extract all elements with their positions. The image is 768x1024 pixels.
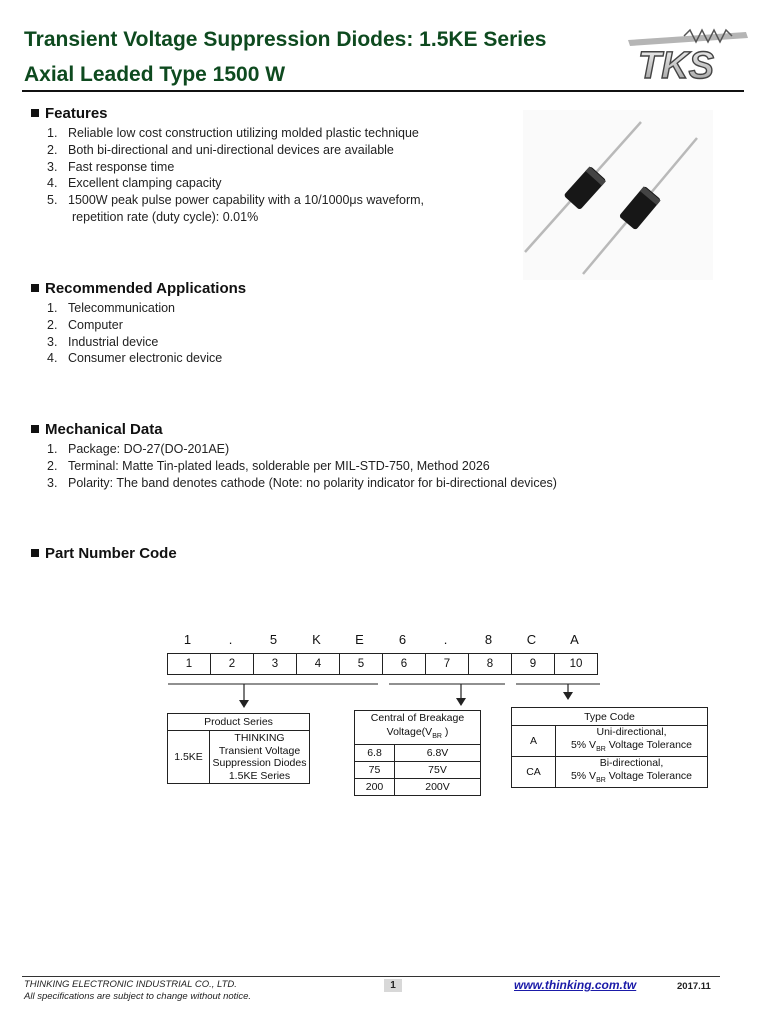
part-number-heading: Part Number Code <box>31 545 177 562</box>
product-series-header: Product Series <box>168 714 310 731</box>
table-row: 200 200V <box>355 779 481 796</box>
list-item: 4. Consumer electronic device <box>47 351 223 366</box>
list-item: 2. Computer <box>47 317 123 332</box>
position-cell: 6 <box>383 654 426 675</box>
bullet-square-icon <box>31 109 39 117</box>
features-heading: Features <box>31 105 108 122</box>
position-cell: 3 <box>254 654 297 675</box>
document-date: 2017.11 <box>677 981 711 992</box>
position-cell: 4 <box>297 654 340 675</box>
part-code-characters <box>166 632 596 647</box>
product-series-code: 1.5KE <box>168 731 210 784</box>
svg-text:TKS: TKS <box>638 45 714 86</box>
code-char: A <box>570 632 579 647</box>
position-cell: 5 <box>340 654 383 675</box>
code-char: 1 <box>183 632 192 647</box>
code-char: C <box>526 632 537 647</box>
footer-divider <box>22 976 720 977</box>
list-item: 4. Excellent clamping capacity <box>47 176 222 191</box>
header-divider <box>22 90 744 92</box>
part-code-positions <box>167 653 598 675</box>
code-char: 6 <box>398 632 407 647</box>
breakdown-voltage-table: Central of Breakage $Voltage(V_{BR}$ ) 6.8 6.8V 75 75V 200 200V <box>354 710 481 796</box>
code-char: K <box>312 632 321 647</box>
list-item: 1. Reliable low cost construction utilizing molded plastic technique <box>47 126 419 140</box>
list-item: 2. Both bi-directional and uni-directional devices are available <box>47 142 394 157</box>
code-char: E <box>355 632 364 647</box>
bullet-square-icon <box>31 549 39 557</box>
diode-product-image <box>523 110 713 280</box>
bullet-square-icon <box>31 284 39 292</box>
list-item: 5. 1500W peak pulse power capability with a 10/1000μs waveform, repetition rate (duty cycle): 0.01% <box>47 193 425 224</box>
table-row: 75 75V <box>355 762 481 779</box>
list-item: 1. Package: DO-27(DO-201AE) <box>47 442 230 456</box>
table-row: 6.8 6.8V <box>355 745 481 762</box>
features-list <box>47 125 424 226</box>
position-cell: 7 <box>426 654 469 675</box>
type-code-table <box>511 707 708 788</box>
list-item: 3. Polarity: The band denotes cathode (Note: no polarity indicator for bi-directional devices) <box>47 475 557 490</box>
page-subtitle: Axial Leaded Type 1500 W <box>24 63 286 86</box>
footer-company: THINKING ELECTRONIC INDUSTRIAL CO., LTD. <box>24 979 237 990</box>
bullet-square-icon <box>31 425 39 433</box>
code-char: . <box>228 632 233 647</box>
position-cell: 1 <box>168 654 211 675</box>
code-char: 8 <box>484 632 493 647</box>
mechanical-heading: Mechanical Data <box>31 421 163 438</box>
position-cell: 9 <box>512 654 555 675</box>
list-item: 1. Telecommunication <box>47 301 175 315</box>
position-cell: 10 <box>555 654 598 675</box>
table-row: CA Bi-directional, 5% $V_{BR}$ Voltage Tolerance <box>512 757 708 788</box>
type-code-header: Type Code <box>512 708 708 726</box>
footer-note: All specifications are subject to change without notice. <box>24 991 252 1002</box>
code-char: 5 <box>269 632 278 647</box>
page-title: Transient Voltage Suppression Diodes: 1.5KE Series <box>24 28 547 51</box>
applications-list <box>47 300 222 367</box>
page-number: 1 <box>384 979 402 992</box>
company-logo <box>624 26 754 86</box>
website-link[interactable]: www.thinking.com.tw <box>514 978 637 992</box>
list-item: 3. Industrial device <box>47 334 159 349</box>
list-item: 3. Fast response time <box>47 159 175 174</box>
code-char: . <box>443 632 448 647</box>
mechanical-list <box>47 441 557 491</box>
product-series-table: Product Series 1.5KE THINKING Transient Voltage Suppression Diodes 1.5KE Series <box>167 713 310 784</box>
table-row: A Uni-directional, 5% $V_{BR}$ Voltage Tolerance <box>512 726 708 757</box>
applications-heading: Recommended Applications <box>31 280 246 297</box>
list-item: 2. Terminal: Matte Tin-plated leads, solderable per MIL-STD-750, Method 2026 <box>47 458 490 473</box>
position-cell: 2 <box>211 654 254 675</box>
position-cell: 8 <box>469 654 512 675</box>
